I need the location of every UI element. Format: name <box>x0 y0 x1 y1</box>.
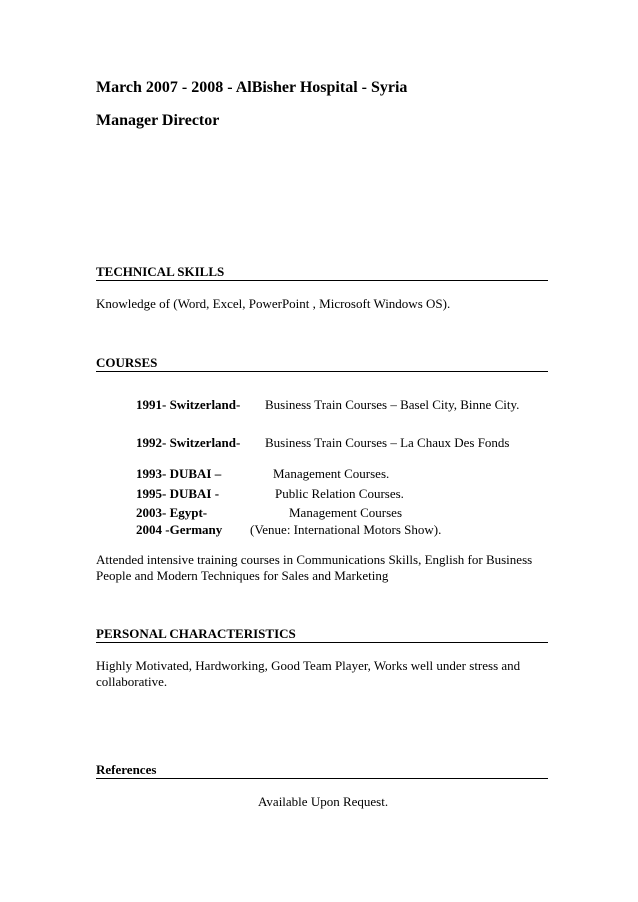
personal-characteristics-text: Highly Motivated, Hardworking, Good Team Player, Works well under stress and collaborative. <box>96 658 521 689</box>
course-year: 1993- DUBAI – <box>136 466 222 481</box>
job-position: Manager Director <box>96 112 220 129</box>
course-description: Business Train Courses – La Chaux Des Fonds <box>265 435 510 450</box>
course-description: Management Courses. <box>273 466 390 481</box>
course-year: 1995- DUBAI - <box>136 486 220 501</box>
course-description: (Venue: International Motors Show). <box>250 522 442 537</box>
course-description: Public Relation Courses. <box>275 486 404 501</box>
course-year: 1992- Switzerland- <box>136 435 241 450</box>
course-description: Management Courses <box>289 505 403 520</box>
references-text: Available Upon Request. <box>258 794 389 809</box>
course-year: 2003- Egypt- <box>136 505 208 520</box>
course-year: 1991- Switzerland- <box>136 397 241 412</box>
technical-skills-text: Knowledge of (Word, Excel, PowerPoint , Microsoft Windows OS). <box>96 296 451 311</box>
courses-note: Attended intensive training courses in Communications Skills, English for Business People and Modern Techniques for Sales and Marketing <box>96 552 533 583</box>
course-year: 2004 -Germany <box>136 522 223 537</box>
job-heading: March 2007 - 2008 - AlBisher Hospital - Syria <box>96 79 408 96</box>
references-heading: References <box>96 762 548 779</box>
technical-skills-heading: TECHNICAL SKILLS <box>96 264 548 281</box>
courses-heading: COURSES <box>96 355 548 372</box>
course-description: Business Train Courses – Basel City, Binne City. <box>265 397 520 412</box>
personal-characteristics-heading: PERSONAL CHARACTERISTICS <box>96 626 548 643</box>
